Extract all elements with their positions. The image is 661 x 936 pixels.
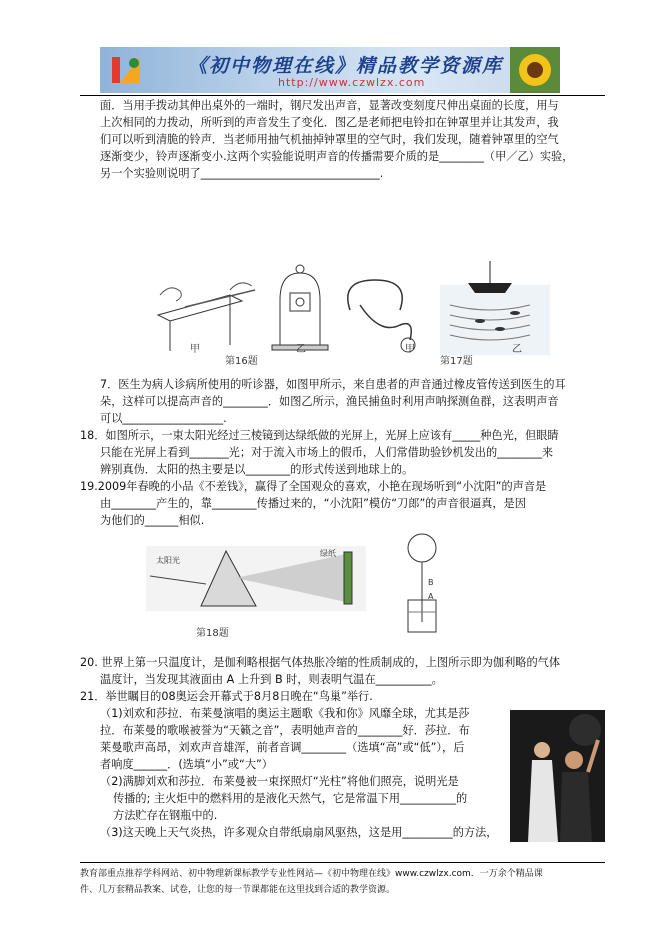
fig20-label-b: B (428, 578, 434, 587)
question-21-line: （1)刘欢和莎拉．布莱曼演唱的奥运主题歌《我和你》风靡全球，尤其是莎 (100, 707, 470, 720)
paragraph-line: 另一个实验则说明了________________________________. (100, 167, 384, 180)
fig20-label-a: A (428, 592, 434, 601)
site-logo (106, 51, 146, 89)
banner-url: http://www.czwlzx.com (278, 76, 426, 89)
figure-16-17 (150, 255, 550, 365)
footer (80, 866, 605, 898)
question-21-line: （2)满脚刘欢和莎拉．布莱曼被一束探照灯“光柱”将他们照亮，说明光是 (100, 775, 459, 788)
question-21-line: （3)这天晚上天气炎热，许多观众自带纸扇扇风驱热，这是用_________的方法， (100, 826, 498, 839)
bell-jar-illustration (272, 265, 328, 350)
question-19-line: 19.2009年春晚的小品《不差钱》，赢得了全国观众的喜欢，小艳在现场听到“小沈阳”的声音是 (80, 480, 547, 493)
paragraph-line: 上次相同的力拨动，所听到的声音发生了变化．图乙是老师把电铃扣在钟罩里并让其发声，我 (100, 116, 559, 129)
sunflower-icon (510, 47, 560, 93)
question-21-line: 21．举世瞩目的08奥运会开幕式于8月8日晚在“鸟巢”举行. (80, 690, 373, 703)
question-7-line: 可以__________________. (100, 412, 227, 425)
header-rule (80, 95, 605, 96)
question-21-line: 拉．布莱曼的歌喉被誉为“天籁之音”，表明她声音的________好．莎拉．布 (100, 724, 470, 737)
question-21-line: 者响度______．(选填“小”或“大”） (100, 758, 273, 771)
paragraph-line: 们可以听到清脆的铃声．当老师用抽气机抽掉钟罩里的空气时，我们发现，随着钟罩里的空气 (100, 133, 559, 146)
question-21-line: 传播的; 主火炬中的燃料用的是液化天然气，它是常温下用__________的 (113, 792, 468, 805)
fig17-label-b: 乙 (512, 344, 522, 355)
question-21-line: 方法贮存在钢瓶中的. (113, 809, 218, 822)
question-19-line: 由________产生的，靠________传播过来的，“小沈阳”模仿“刀郎”的声音很逼真，是因 (100, 497, 526, 510)
question-20-line: 20. 世界上第一只温度计，是伽利略根据气体热胀冷缩的性质制成的，上图所示即为伽利略的气体 (80, 656, 561, 669)
question-7-line: 7．医生为病人诊病所使用的听诊器，如图甲所示，来自患者的声音通过橡皮管传送到医生的耳 (100, 378, 566, 391)
paragraph-line: 逐渐变少，铃声逐渐变小.这两个实验能说明声音的传播需要介质的是________（甲／乙）实验， (100, 150, 574, 163)
paragraph-line: 面．当用手拨动其伸出桌外的一端时，钢尺发出声音，显著改变刻度尺伸出桌面的长度，用与 (100, 99, 559, 112)
question-20-line: 温度计，当发现其液面由 A 上升到 B 时，则表明气温在__________。 (100, 673, 443, 686)
fig17-label-a: 甲 (405, 344, 415, 355)
question-18-line: 只能在光屏上看到_______光；对于流入市场上的假币，人们常借助验钞机发出的________来 (100, 446, 554, 459)
question-21-line: 莱曼歌声高昂，刘欢声音雄浑，前者音调________（选填“高”或“低”），后 (100, 741, 465, 754)
ruler-on-desk-illustration (158, 283, 255, 351)
fig16-label-b: 乙 (296, 344, 306, 355)
question-19-line: 为他们的______相似. (100, 514, 205, 527)
question-18-line: 18．如图所示，一束太阳光经过三棱镜到达绿纸做的光屏上，光屏上应该有_____种色光，但眼睛 (80, 429, 559, 442)
footer-rule (80, 862, 605, 863)
fig17-caption: 第17题 (440, 356, 473, 367)
footer-line: 件、几万套精品教案、试卷，让您的每一节课都能在这里找到合适的教学资源。 (80, 885, 396, 895)
question-7-line: 朵，这样可以提高声音的________．如图乙所示，渔民捕鱼时利用声呐探测鱼群，这表明声音 (100, 395, 559, 408)
question-18-line: 辨别真伪．太阳的热主要是以________的形式传送到地球上的。 (100, 463, 414, 476)
fig18-caption: 第18题 (196, 628, 229, 639)
footer-line: 教育部重点推荐学科网站、初中物理新课标教学专业性网站—《初中物理在线》www.czwlzx.com．一万余个精品课 (80, 869, 543, 879)
banner-title: 《初中物理在线》精品教学资源库 (188, 55, 504, 77)
fig16-caption: 第16题 (225, 356, 258, 367)
fig18-sunlight-label: 太阳光 (156, 556, 180, 565)
fig18-screen-label: 绿纸 (320, 549, 336, 558)
header-banner (100, 47, 560, 93)
fig16-label-a: 甲 (190, 344, 200, 355)
olympic-singers-photo (510, 710, 605, 842)
sonar-boat-illustration (440, 261, 550, 355)
